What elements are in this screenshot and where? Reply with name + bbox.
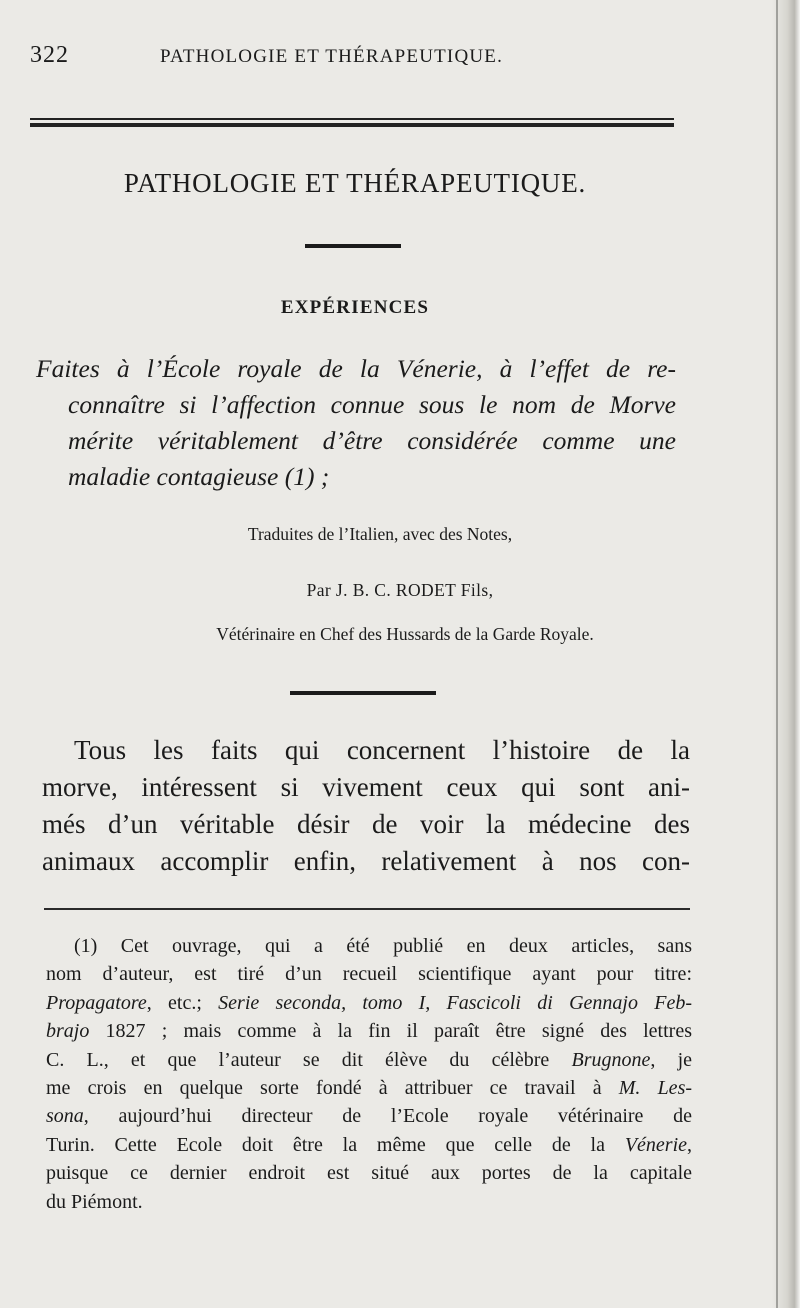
body-line: més d’un véritable désir de voir la médecine des xyxy=(42,809,690,839)
footnote-italic: M. Les- xyxy=(618,1077,693,1100)
footnote-line xyxy=(46,1017,692,1045)
footnote-line xyxy=(46,989,692,1017)
author-line: Par J. B. C. RODET Fils, xyxy=(306,580,494,600)
footnote-text: , etc.; xyxy=(146,991,219,1014)
body-line: morve, intéressent si vivement ceux qui sont ani- xyxy=(42,772,690,802)
footnote-line: puisque ce dernier endroit est situé aux portes de la capitale xyxy=(46,1162,692,1185)
footnote-italic: sona xyxy=(46,1105,84,1128)
footnote-text: Turin. Cette Ecole doit être la même que celle de la xyxy=(46,1133,625,1156)
section-title: PATHOLOGIE ET THÉRAPEUTIQUE. xyxy=(123,168,587,198)
body-line: animaux accomplir enfin, relativement à nos con- xyxy=(42,846,690,876)
footnote-text: me crois en quelque sorte fondé à attribuer ce travail à xyxy=(46,1077,619,1100)
description-line: mérite véritablement d’être considérée comme une xyxy=(68,426,676,455)
header-rule-thick xyxy=(30,123,674,127)
article-title: EXPÉRIENCES xyxy=(280,297,430,318)
title-divider xyxy=(305,244,401,248)
footnote-line xyxy=(46,1046,692,1074)
footnote-italic: brajo xyxy=(46,1020,90,1043)
description-line: connaître si l’affection connue sous le nom de Morve xyxy=(68,390,676,419)
body-paragraph xyxy=(42,732,690,880)
running-title: PATHOLOGIE ET THÉRAPEUTIQUE. xyxy=(160,46,504,67)
description-line: maladie contagieuse (1) ; xyxy=(68,462,330,491)
footnote-line: nom d’auteur, est tiré d’un recueil scientifique ayant pour titre: xyxy=(46,963,692,986)
footnote-text: 1827 ; mais comme à la fin il paraît être signé des lettres xyxy=(89,1020,692,1043)
footnote-line xyxy=(46,1074,692,1102)
article-description xyxy=(36,351,676,495)
footnote-italic: Vénerie xyxy=(624,1133,687,1156)
footnote-line: du Piémont. xyxy=(46,1190,143,1213)
footnote-rule xyxy=(44,908,690,910)
footnote-text: , xyxy=(687,1133,692,1156)
description-line: Faites à l’École royale de la Vénerie, à l’effet de re- xyxy=(36,354,676,383)
footnote-line xyxy=(46,1102,692,1130)
footnote-text: , aujourd’hui directeur de l’Ecole royale vétérinaire de xyxy=(83,1105,692,1128)
translation-note: Traduites de l’Italien, avec des Notes, xyxy=(247,524,513,544)
author-role: Vétérinaire en Chef des Hussards de la Garde Royale. xyxy=(216,624,594,644)
page-edge-line xyxy=(776,0,778,1308)
footnote-italic: Propagatore xyxy=(46,991,147,1014)
footnote-italic: Serie seconda, tomo I, Fascicoli di Gennajo Feb- xyxy=(218,991,692,1014)
running-head xyxy=(30,42,680,76)
footnote-line: (1) Cet ouvrage, qui a été publié en deux articles, sans xyxy=(74,935,692,957)
footnote-italic: Brugnone xyxy=(571,1048,651,1071)
footnote xyxy=(46,932,692,1216)
page-number: 322 xyxy=(30,42,69,68)
header-rule-thin xyxy=(30,118,674,120)
section-divider xyxy=(290,691,436,695)
footnote-line xyxy=(46,1131,692,1159)
footnote-text: C. L., et que l’auteur se dit élève du célèbre xyxy=(46,1048,572,1071)
body-line: Tous les faits qui concernent l’histoire de la xyxy=(74,735,690,765)
footnote-text: , je xyxy=(650,1048,692,1071)
